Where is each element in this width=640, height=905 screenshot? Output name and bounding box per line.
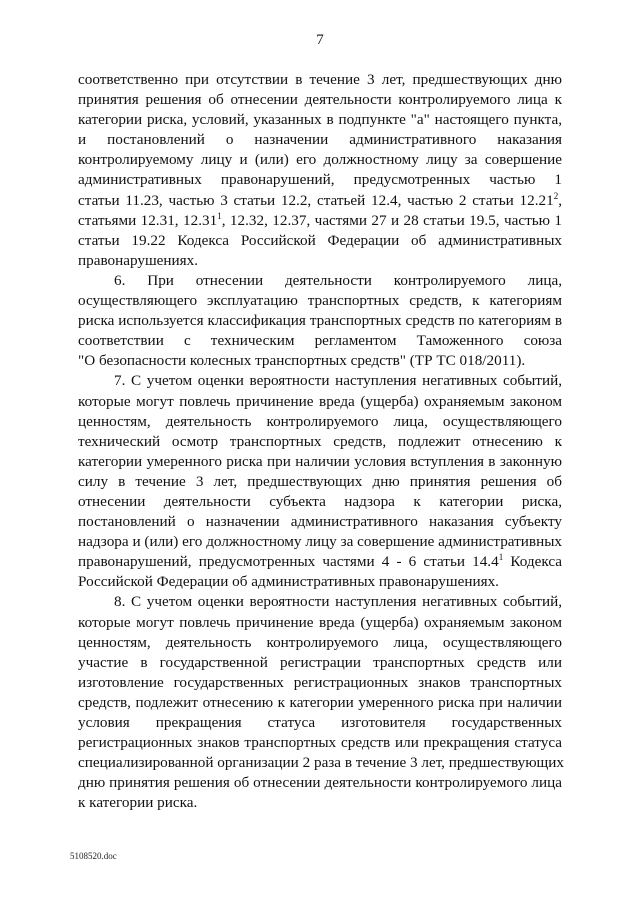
line-text: соответственно при отсутствии в течение 3 лет, предшествующих дню (78, 71, 562, 88)
text-line (78, 432, 562, 452)
text-line (78, 271, 562, 291)
text-line (78, 371, 562, 391)
text-line (78, 472, 562, 492)
text-line (78, 793, 562, 813)
line-text: дню принятия решения об отнесении деятельности контролируемого лица (78, 774, 562, 792)
text-line (78, 90, 562, 110)
document-body (78, 70, 562, 813)
text-line (78, 492, 562, 512)
text-line (78, 673, 562, 693)
line-text: постановлений о назначении административного наказания субъекту (78, 513, 562, 531)
line-text: надзора и (или) его должностному лицу за совершение административных (78, 533, 562, 551)
text-line (78, 251, 562, 271)
text-line (78, 713, 562, 733)
line-text: административных правонарушений, предусмотренных частью 1 (78, 171, 562, 189)
text-line (78, 392, 562, 412)
text-line (78, 753, 562, 773)
text-line (78, 572, 562, 592)
text-line (78, 552, 562, 572)
text-line (78, 191, 562, 211)
line-text: осуществляющего эксплуатацию транспортных средств, к категориям (78, 292, 562, 310)
page-number: 7 (316, 32, 324, 48)
line-text: соответствии с техническим регламентом Таможенного союза (78, 332, 562, 350)
line-text: изготовление государственных регистрационных знаков транспортных (78, 673, 562, 691)
text-line (78, 110, 562, 130)
text-line (78, 592, 562, 612)
text-line (78, 150, 562, 170)
superscript: 2 (553, 190, 559, 201)
text-line (78, 291, 562, 311)
line-text: технический осмотр транспортных средств, подлежит отнесению к (78, 432, 562, 450)
line-text: статьи 19.22 Кодекса Российской Федерации об административных (78, 231, 562, 249)
line-text: специализированной организации 2 раза в течение 3 лет, предшествующих (78, 754, 564, 772)
line-text: участие в государственной регистрации транспортных средств или (78, 653, 562, 671)
line-text: категории риска, условий, указанных в подпункте "а" настоящего пункта, (78, 111, 562, 129)
text-line (78, 773, 562, 793)
text-line (78, 653, 562, 673)
line-text: силу в течение 3 лет, предшествующих дню принятия решения об (78, 472, 562, 490)
line-text: регистрационных знаков транспортных средств или прекращения статуса (78, 734, 562, 752)
line-text: 6. При отнесении деятельности контролируемого лица, (114, 271, 562, 289)
text-line (78, 231, 562, 251)
line-text: которые могут повлечь причинение вреда (ущерба) охраняемым законом (78, 613, 562, 631)
superscript: 1 (217, 210, 222, 221)
text-line (78, 311, 562, 331)
text-line (78, 70, 562, 90)
text-line (78, 733, 562, 753)
text-line (78, 452, 562, 472)
line-text: к категории риска. (78, 794, 198, 812)
line-text: риска используется классификация транспортных средств по категориям в (78, 312, 562, 330)
text-line (78, 613, 562, 633)
line-text: контролируемому лицу и (или) его должностному лицу за совершение (78, 151, 562, 169)
line-text: правонарушениях. (78, 251, 199, 269)
text-line (78, 532, 562, 552)
line-text: и постановлений о назначении административного наказания (78, 131, 562, 149)
line-text-continued: , 12.32, 12.37, частями 27 и 28 статьи 19.5, частью 1 (221, 211, 562, 229)
line-text: статьи 11.23, частью 3 статьи 12.2, статьей 12.4, частью 2 статьи 12.21 (78, 191, 554, 209)
line-text: "О безопасности колесных транспортных средств" (ТР ТС 018/2011). (78, 352, 526, 370)
line-text: 8. С учетом оценки вероятности наступления негативных событий, (114, 593, 562, 611)
line-text: 7. С учетом оценки вероятности наступления негативных событий, (114, 372, 562, 390)
line-text: ценностям, деятельность контролируемого лица, осуществляющего (78, 633, 562, 651)
line-text: принятия решения об отнесении деятельности контролируемого лица к (78, 91, 562, 109)
line-text: Российской Федерации об административных правонарушениях. (78, 573, 499, 591)
footer-filename: 5108520.doc (70, 851, 117, 861)
text-line (78, 331, 562, 351)
text-line (78, 170, 562, 190)
text-line (78, 633, 562, 653)
text-line (78, 412, 562, 432)
line-text-continued: , (558, 191, 562, 209)
text-line (78, 351, 562, 371)
line-text: категории умеренного риска при наличии условия вступления в законную (78, 452, 562, 470)
line-text: ценностям, деятельность контролируемого лица, осуществляющего (78, 412, 562, 430)
line-text: которые могут повлечь причинение вреда (ущерба) охраняемым законом (78, 392, 562, 410)
line-text: условия прекращения статуса изготовителя государственных (78, 714, 562, 731)
line-text-continued: Кодекса (503, 553, 562, 571)
text-line (78, 130, 562, 150)
text-line (78, 512, 562, 532)
line-text: отнесении деятельности субъекта надзора к категории риска, (78, 492, 562, 510)
text-line (78, 211, 562, 231)
text-line (78, 693, 562, 713)
line-text: правонарушений, предусмотренных частями 4 - 6 статьи 14.4 (78, 553, 499, 571)
superscript: 1 (498, 552, 504, 563)
line-text: статьями 12.31, 12.31 (78, 211, 218, 229)
line-text: средств, подлежит отнесению к категории умеренного риска при наличии (78, 693, 562, 711)
